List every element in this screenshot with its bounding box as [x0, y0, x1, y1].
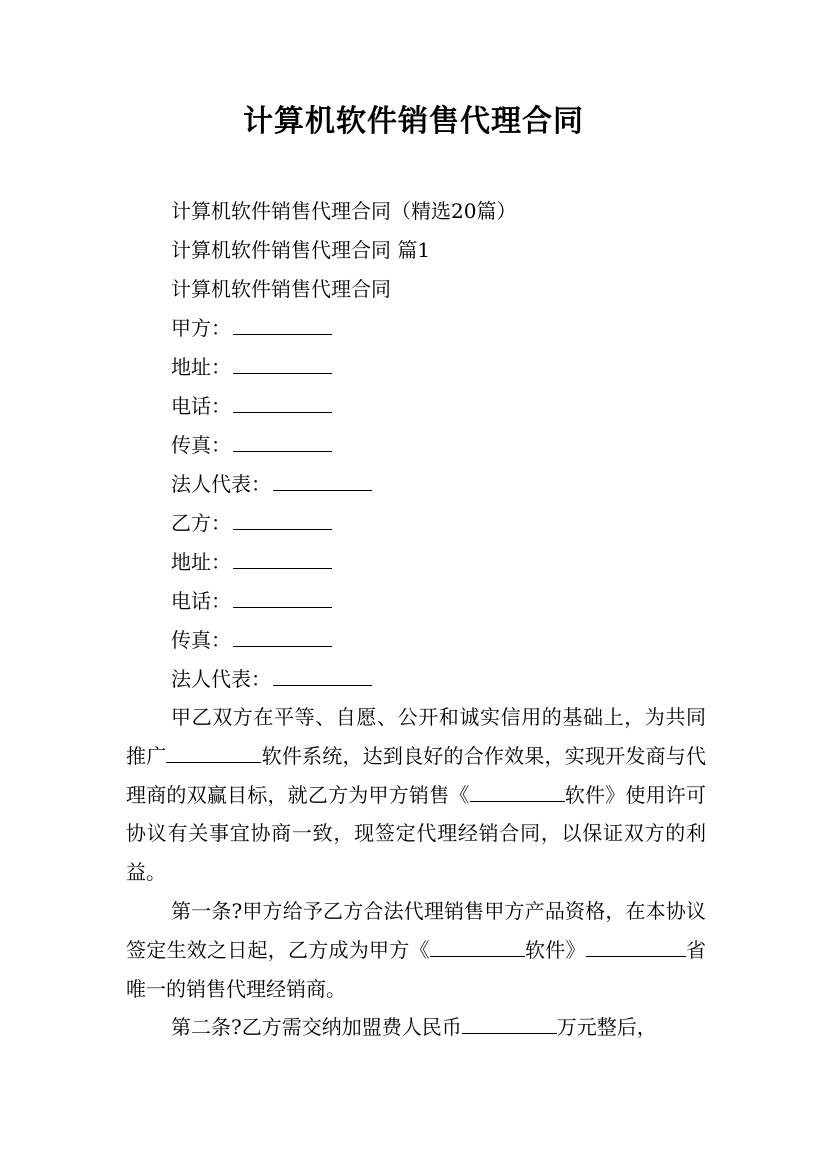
fill-blank — [273, 470, 372, 491]
field-label: 乙方： — [171, 511, 231, 535]
fill-blank — [233, 392, 332, 413]
intro-paragraph — [126, 698, 706, 892]
party-a-fax-field — [171, 431, 332, 459]
fill-blank — [233, 431, 332, 452]
paragraph-text: 第一条?甲方给予乙方合法代理销售甲方产品资格，在本协议签定生效之日起，乙方成为甲方《 — [126, 899, 706, 962]
fill-blank — [233, 353, 332, 374]
subtitle-line: 计算机软件销售代理合同 篇1 — [171, 238, 431, 262]
party-a-name-field — [171, 314, 332, 342]
fill-blank — [166, 744, 261, 763]
article-1-paragraph — [126, 892, 706, 1008]
fill-blank — [233, 509, 332, 530]
field-label: 电话： — [171, 394, 231, 418]
party-b-fax-field — [171, 626, 332, 654]
fill-blank — [233, 314, 332, 335]
subtitle-line: 计算机软件销售代理合同（精选20篇） — [171, 199, 517, 223]
party-a-address-field — [171, 353, 332, 381]
party-b-name-field — [171, 509, 332, 537]
fill-blank — [233, 587, 332, 608]
field-label: 地址： — [171, 355, 231, 379]
paragraph-text: 第二条?乙方需交纳加盟费人民币 — [171, 1015, 462, 1039]
fill-blank — [462, 1015, 557, 1034]
party-b-rep-field — [171, 665, 372, 693]
fill-blank — [586, 938, 686, 957]
paragraph-text: 万元整后， — [556, 1015, 657, 1039]
field-label: 法人代表： — [171, 667, 271, 691]
field-label: 法人代表： — [171, 472, 271, 496]
subtitle-line: 计算机软件销售代理合同 — [171, 277, 391, 301]
fill-blank — [233, 548, 332, 569]
paragraph-text: 甲乙双方在平等、自愿、公开和诚实信用的基础上，为共同推广 — [126, 705, 706, 768]
field-label: 地址： — [171, 550, 231, 574]
party-b-address-field — [171, 548, 332, 576]
paragraph-text: 省唯一的销售代理经销商。 — [126, 937, 706, 1001]
paragraph-text: 软件系统，达到良好的合作效果，实现开发商与代理商的双赢目标，就乙方为甲方销售《 — [126, 743, 707, 807]
field-label: 电话： — [171, 589, 231, 613]
field-label: 传真： — [171, 628, 231, 652]
fill-blank — [470, 783, 565, 802]
field-label: 传真： — [171, 433, 231, 457]
party-b-phone-field — [171, 587, 332, 615]
fill-blank — [233, 626, 332, 647]
fill-blank — [273, 665, 372, 686]
paragraph-text: 软件》 — [524, 937, 586, 962]
article-2-paragraph — [126, 1008, 706, 1047]
document-title: 计算机软件销售代理合同 — [243, 104, 584, 139]
party-a-phone-field — [171, 392, 332, 420]
paragraph-text: 软件》使用许可协议有关事宜协商一致，现签定代理经销合同，以保证双方的利益。 — [126, 782, 707, 885]
fill-blank — [430, 938, 525, 957]
party-a-rep-field — [171, 470, 372, 498]
field-label: 甲方： — [171, 316, 231, 340]
